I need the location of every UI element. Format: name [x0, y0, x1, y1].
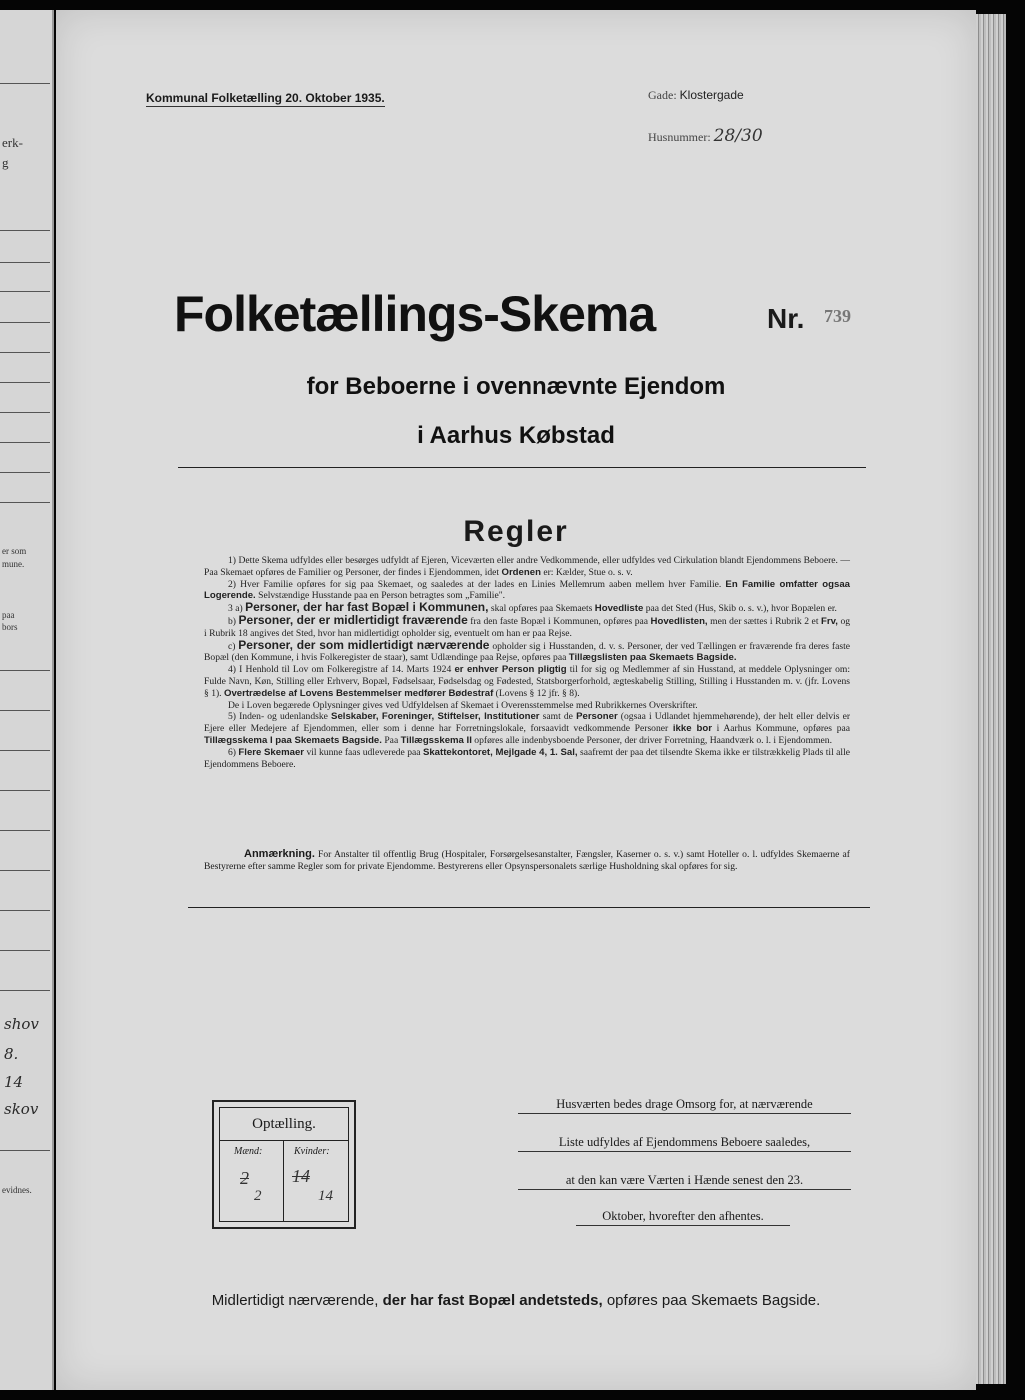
rules-heading: Regler: [463, 515, 569, 548]
count-box-separator: [283, 1140, 284, 1221]
left-facing-page: [0, 10, 54, 1390]
notice-line: at den kan være Værten i Hænde senest den 23.: [518, 1173, 851, 1190]
anmaerkning-label: Anmærkning.: [244, 848, 315, 860]
footer-note: Midlertidigt nærværende, der har fast Bopæl andetsteds, opføres paa Skemaets Bagside.: [211, 1292, 821, 1309]
left-page-handwriting: skov: [4, 1100, 39, 1118]
left-page-rule: [0, 442, 50, 443]
house-number-value: 28/30: [713, 126, 763, 146]
rule-2: 2) Hver Familie opføres for sig paa Skemaet, og saaledes at der lades en Linies Mellemrum aaben mellem hver Familie. En Familie omfatter ogsaa Logerende. Selvstændige Husstande paa en Person betragtes som „Familie".: [204, 578, 851, 602]
left-page-rule: [0, 670, 50, 671]
women-count-crossed: 14: [292, 1166, 310, 1186]
page-stack-edges: [976, 14, 1006, 1384]
rule-5: 5) Inden- og udenlandske Selskaber, Foreninger, Stiftelser, Institutioner samt de Personer (ogsaa i Udlandet hjemmehørende), der helt eller delvis er Ejere eller Medejere af Ejendommen, eller som i denne har Forretningslokale, forsaavidt vedkommende Personer ikke bor i Aarhus Kommune, opføres paa Tillægsskema I paa Skemaets Bagside. Paa Tillægsskema II opføres alle indenbysboende Personer, der driver Forretning, Haandværk o. l. i Ejendommen.: [204, 711, 851, 746]
left-page-fragment: bors: [2, 622, 18, 632]
men-count-crossed: 2: [240, 1168, 249, 1188]
left-page-rule: [0, 1150, 50, 1151]
left-page-fragment: er som: [2, 546, 27, 556]
left-page-rule: [0, 790, 50, 791]
rule-3a: 3 a) Personer, der har fast Bopæl i Kommunen, skal opføres paa Skemaets Hovedliste paa det Sted (Hus, Skib o. s. v.), hvor Bopælen er.: [228, 600, 837, 615]
house-number-field: [648, 126, 763, 146]
rule-4-note: De i Loven begærede Oplysninger gives ved Udfyldelsen af Skemaet i Overensstemmelse med Rubrikkernes Overskrifter.: [228, 699, 698, 711]
form-number-value: 739: [824, 306, 851, 326]
rules-text: [204, 555, 850, 770]
anmaerkning-text: For Anstalter til offentlig Brug (Hospitaler, Forsørgelsesanstalter, Fængsler, Kaserner o. s. v.) samt Hoteller o. l. udfyldes Skemaerne af Bestyrerne efter samme Regler som for private Ejendomme. Bestyrerens eller Opsynspersonalets særlige Husholdning skal opføres for sig.: [204, 849, 850, 872]
left-page-rule: [0, 502, 50, 503]
left-page-rule: [0, 412, 50, 413]
left-page-rule: [0, 83, 50, 84]
rule-1: 1) Dette Skema udfyldes eller besørges udfyldt af Ejeren, Viceværten eller andre Vedkommende, eller udfyldes ved Cirkulation blandt Ejendommens Beboere. — Paa Skemaet opføres de Familier og Personer, der findes i Ejendommen, idet Ordenen er: Kælder, Stue o. s. v.: [204, 555, 850, 578]
left-page-rule: [0, 910, 50, 911]
left-page-rule: [0, 291, 50, 292]
count-box-rule: [220, 1140, 348, 1141]
left-page-rule: [0, 710, 50, 711]
left-page-fragment: paa: [2, 610, 15, 620]
men-count: 2: [254, 1188, 262, 1204]
form-subtitle: for Beboerne i ovennævnte Ejendom: [306, 373, 726, 400]
notice-line: Liste udfyldes af Ejendommens Beboere saaledes,: [518, 1135, 851, 1152]
left-page-rule: [0, 990, 50, 991]
left-page-rule: [0, 950, 50, 951]
left-page-rule: [0, 322, 50, 323]
left-page-rule: [0, 352, 50, 353]
rule-3b: b) Personer, der er midlertidigt fraværende fra den faste Bopæl i Kommunen, opføres paa Hovedlisten, men der sættes i Rubrik 2 et Frv, og i Rubrik 18 angives det Sted, hvor han midlertidigt opholder sig, eventuelt om han er paa Rejse.: [204, 612, 851, 639]
house-number-label: Husnummer:: [648, 130, 711, 144]
left-page-rule: [0, 830, 50, 831]
left-page-rule: [0, 382, 50, 383]
notice-line: Husværten bedes drage Omsorg for, at nærværende: [518, 1097, 851, 1114]
street-field: [648, 88, 744, 103]
men-label: Mænd:: [234, 1146, 263, 1157]
women-label: Kvinder:: [294, 1146, 330, 1157]
left-page-handwriting: 8.: [4, 1045, 19, 1063]
left-page-handwriting: 14: [4, 1073, 24, 1091]
left-page-fragment: erk-: [2, 135, 23, 150]
left-page-rule: [0, 230, 50, 231]
form-title: Folketællings-Skema: [174, 286, 656, 342]
form-number-label: Nr.: [767, 303, 805, 334]
count-box: [212, 1100, 356, 1229]
left-page-rule: [0, 870, 50, 871]
street-label: Gade:: [648, 88, 677, 102]
left-page-handwriting: shov: [4, 1015, 39, 1033]
left-page-fragment: mune.: [2, 559, 25, 569]
count-box-title: Optælling.: [252, 1116, 316, 1132]
rule-4: 4) I Henhold til Lov om Folkeregistre af 14. Marts 1924 er enhver Person pligtig til for sig og Medlemmer af sin Husstand, at meddele Oplysninger om: Fulde Navn, Køn, Stilling eller Erhverv, Bopæl, Fødselsaar, Fødselsdag og Fødested, Statsborgerforhold, ægteskabelig Stilling, Stilling i Husstanden m. v. (jfr. Lovens § 1). Overtrædelse af Lovens Bestemmelser medfører Bødestraf (Lovens § 12 jfr. § 8).: [204, 664, 850, 699]
left-page-rule: [0, 472, 50, 473]
notice-line: Oktober, hvorefter den afhentes.: [576, 1209, 790, 1226]
form-subtitle-city: i Aarhus Købstad: [417, 422, 615, 449]
anmaerkning-note: [204, 848, 850, 873]
left-page-fragment: g: [2, 155, 9, 170]
census-form-page: [56, 10, 976, 1390]
left-page-rule: [0, 262, 50, 263]
women-count: 14: [318, 1188, 333, 1204]
census-title: Kommunal Folketælling 20. Oktober 1935.: [146, 91, 385, 105]
rule-6: 6) Flere Skemaer vil kunne faas udleverede paa Skattekontoret, Mejlgade 4, 1. Sal, saafremt der paa det tilsendte Skema ikke er tilstrækkelig Plads til alle Ejendommens Beboere.: [204, 746, 851, 770]
street-value: Klostergade: [679, 88, 744, 102]
left-page-fragment: evidnes.: [2, 1185, 32, 1195]
title-divider: [178, 467, 866, 468]
section-divider: [188, 907, 870, 908]
rule-3c: c) Personer, der som midlertidigt nærværende opholder sig i Husstanden, d. v. s. Personer, der ved Tællingen er fraværende fra deres faste Bopæl (den Kommune, i hvis Folkeregister de staar), samt Udlændinge paa Rejse, opføres paa Tillægslisten paa Skemaets Bagside.: [204, 637, 850, 664]
left-page-rule: [0, 750, 50, 751]
